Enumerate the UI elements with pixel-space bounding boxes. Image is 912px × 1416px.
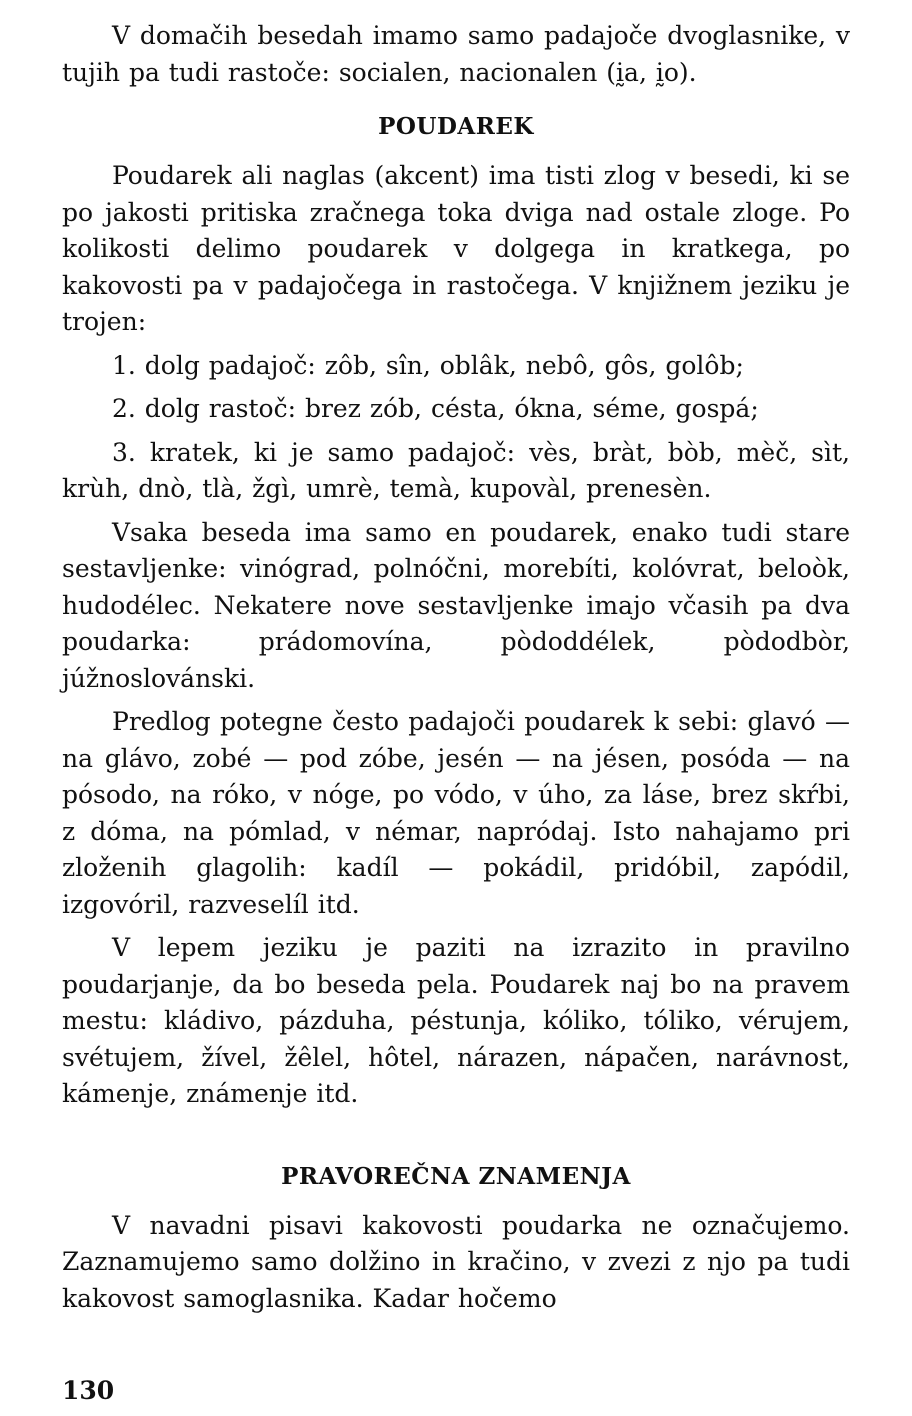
list-item-3: 3. kratek, ki je samo padajoč: vès, bràt, bòb, mèč, sìt, krùh, dnò, tlà, žgì, umrè, temà, kupovàl, prenesèn.	[62, 437, 850, 503]
poudarek-paragraph-4: V lepem jeziku je paziti na izrazito in pravilno poudarjanje, da bo beseda pela. Poudarek naj bo na pravem mestu: kládivo, pázduha, péstunja, kóliko, tóliko, vérujem, svétujem, žível, žêlel, hôtel, nárazen, nápačen, narávnost, kámenje, známenje itd.	[62, 933, 850, 1108]
page-number: 130	[62, 1376, 115, 1405]
pravorecna-paragraph-1: V navadni pisavi kakovosti poudarka ne označujemo. Zaznamujemo samo dolžino in kračino, v zvezi z njo pa tudi kakovost samoglasnika. Kadar hočemo	[62, 1210, 850, 1313]
poudarek-paragraph-1: Poudarek ali naglas (akcent) ima tisti zlog v besedi, ki se po jakosti pritiska zračnega toka dviga nad ostale zloge. Po kolikosti delimo poudarek v dolgega in kratkega, po kakovosti pa v padajočega in rastočega. V knjižnem jeziku je trojen:	[62, 161, 850, 336]
page-body	[62, 18, 850, 1324]
intro-paragraph: V domačih besedah imamo samo padajoče dvoglasnike, v tujih pa tudi rastoče: socialen, nacionalen (ḭa, ḭo).	[62, 21, 850, 87]
poudarek-paragraph-2: Vsaka beseda ima samo en poudarek, enako tudi stare sestavljenke: vinógrad, polnóčni, morebíti, kolóvrat, beloòk, hudodélec. Nekatere nove sestavljenke imajo včasih pa dva poudarka: prádomovína, pòdoddélek, pòdodbòr, júžnoslovánski.	[62, 517, 850, 693]
list-item-1: 1. dolg padajoč: zôb, sîn, oblâk, nebô, gôs, golôb;	[112, 350, 744, 380]
section-heading-pravorecna-znamenja: PRAVOREČNA ZNAMENJA	[281, 1162, 631, 1190]
poudarek-paragraph-3: Predlog potegne često padajoči poudarek k sebi: glavó — na glávo, zobé — pod zóbe, jesén — na jésen, posóda — na pósodo, na róko, v nóge, po vódo, v úho, za láse, brez skŕbi, z dóma, na pómlad, v némar, napródaj. Isto nahajamo pri zloženih glagolih: kadíl — pokádil, pridóbil, zapódil, izgovóril, razveselíl itd.	[62, 707, 850, 919]
section-heading-poudarek: POUDAREK	[378, 113, 534, 140]
list-item-2: 2. dolg rastoč: brez zób, césta, ókna, séme, gospá;	[112, 394, 759, 423]
